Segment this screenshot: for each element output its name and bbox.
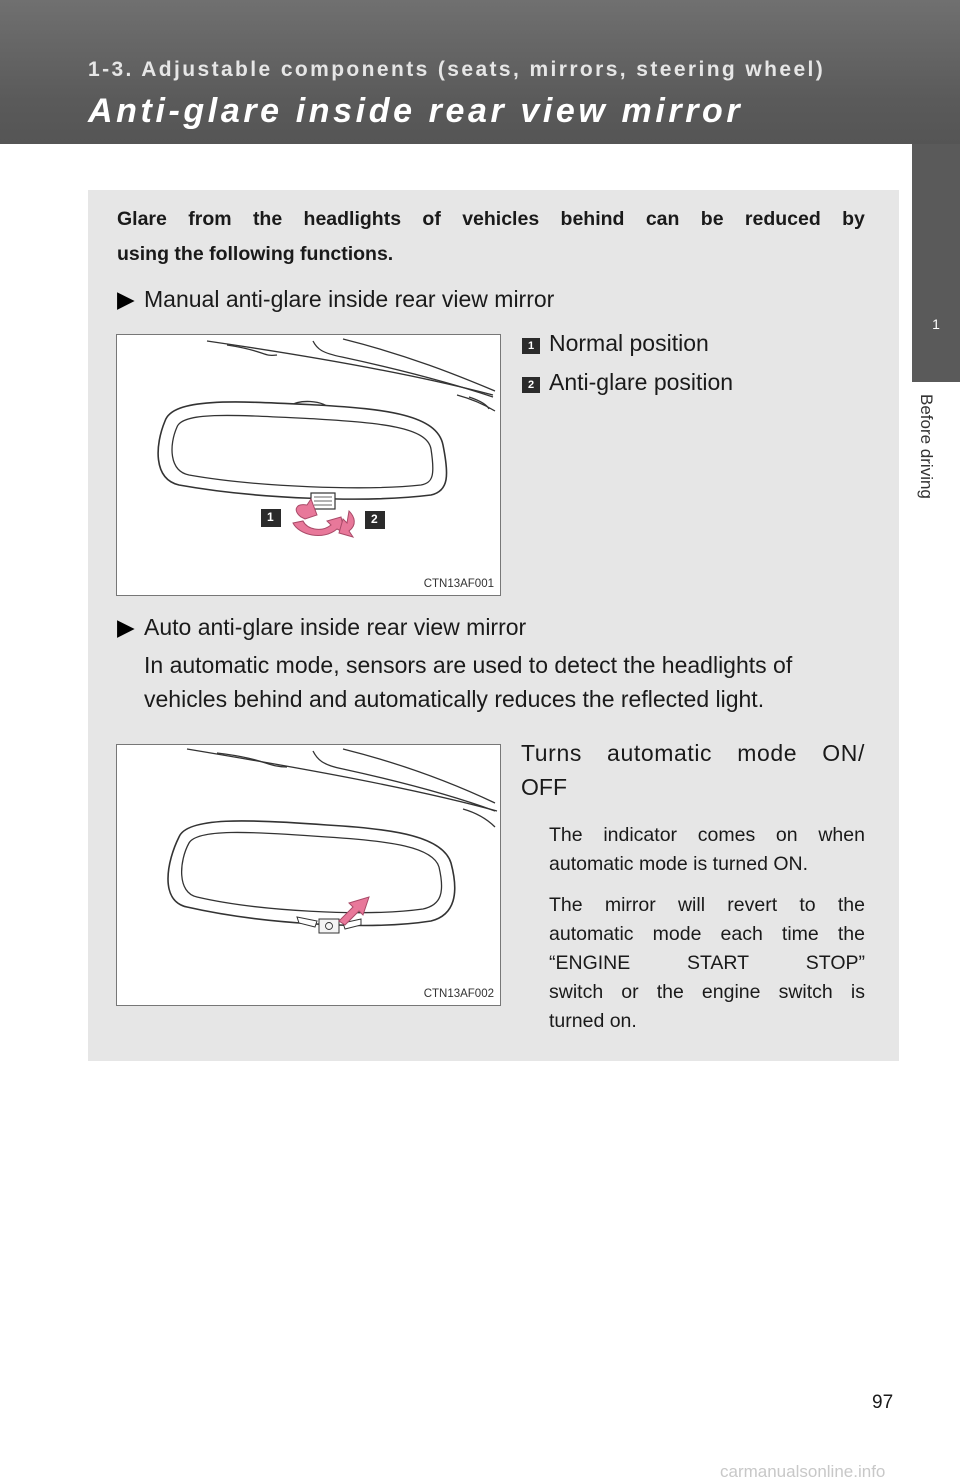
bullet-arrow-icon: ▶ — [117, 286, 135, 312]
figure-code: CTN13AF001 — [423, 578, 494, 590]
note-word: revert — [727, 894, 778, 916]
note-word: the — [656, 981, 684, 1003]
note-word: or — [621, 981, 639, 1003]
note1-line-1 — [549, 821, 865, 850]
auto-note-revert — [549, 891, 865, 1036]
note-word: STOP” — [805, 952, 865, 974]
auto-description — [144, 648, 869, 716]
legend-label-1: Normal position — [549, 330, 709, 356]
auto-description-line-1: In automatic mode, sensors are used to detect the headlights of — [144, 652, 793, 678]
intro-word: be — [700, 208, 724, 230]
note1-line-2: automatic mode is turned ON. — [549, 853, 809, 875]
intro-word: reduced — [744, 208, 821, 230]
note-word: automatic — [549, 923, 634, 945]
intro-word: vehicles — [462, 208, 540, 230]
auto-note-indicator — [549, 821, 865, 879]
intro-word: behind — [560, 208, 625, 230]
section-label: 1-3. Adjustable components (seats, mirrors, steering wheel) — [88, 58, 826, 81]
control-word: Turns — [521, 740, 582, 766]
manual-mirror-figure — [116, 334, 501, 596]
auto-heading — [117, 614, 526, 641]
note-word: “ENGINE — [549, 952, 631, 974]
bullet-arrow-icon: ▶ — [117, 614, 135, 640]
auto-description-line-2: vehicles behind and automatically reduces the reflected light. — [144, 686, 765, 712]
note-word: comes — [697, 824, 756, 846]
figure-badge-2: 2 — [371, 512, 378, 526]
intro-line-1 — [117, 202, 865, 237]
intro-word: Glare — [117, 208, 167, 230]
note-word: The — [549, 824, 583, 846]
auto-mirror-illustration — [117, 745, 500, 1005]
chapter-tab-number: 1 — [932, 316, 940, 332]
note2-line-3 — [549, 949, 865, 978]
note-word: the — [837, 923, 865, 945]
note-word: the — [837, 894, 865, 916]
note-word: switch — [549, 981, 604, 1003]
chapter-tab — [912, 144, 960, 382]
intro-text — [117, 202, 865, 272]
intro-word: by — [842, 208, 865, 230]
page-title: Anti-glare inside rear view mirror — [88, 92, 744, 130]
note-word: START — [686, 952, 750, 974]
note-word: engine — [701, 981, 761, 1003]
note-word: on — [775, 824, 798, 846]
note-word: mirror — [604, 894, 656, 916]
note-word: each — [720, 923, 763, 945]
legend-badge-2: 2 — [522, 377, 540, 393]
page-number: 97 — [872, 1392, 894, 1413]
manual-heading-text: Manual anti-glare inside rear view mirror — [144, 286, 555, 312]
note-word: is — [850, 981, 865, 1003]
note2-line-2 — [549, 920, 865, 949]
intro-word: the — [252, 208, 283, 230]
legend-anti-glare-position — [522, 369, 733, 396]
legend-badge-1: 1 — [522, 338, 540, 354]
note-word: The — [549, 894, 583, 916]
note-word: will — [677, 894, 706, 916]
figure-badge-1: 1 — [267, 510, 274, 524]
note-word: to — [799, 894, 816, 916]
intro-word: from — [188, 208, 232, 230]
intro-word: can — [645, 208, 680, 230]
auto-heading-text: Auto anti-glare inside rear view mirror — [144, 614, 527, 640]
watermark: carmanualsonline.info — [720, 1462, 886, 1481]
note2-line-1 — [549, 891, 865, 920]
manual-mirror-illustration — [117, 335, 500, 595]
control-word: automatic — [607, 740, 713, 766]
control-line-2: OFF — [521, 774, 567, 800]
auto-control-description — [521, 736, 865, 804]
note2-line-4 — [549, 978, 865, 1007]
control-word: mode — [737, 740, 798, 766]
auto-mirror-figure — [116, 744, 501, 1006]
chapter-tab-label: Before driving — [917, 394, 936, 499]
intro-line-2: using the following functions. — [117, 243, 394, 265]
figure-code: CTN13AF002 — [423, 988, 494, 1000]
note-word: indicator — [603, 824, 678, 846]
control-line-1 — [521, 736, 865, 770]
intro-word: headlights — [303, 208, 402, 230]
intro-word: of — [422, 208, 441, 230]
note-word: when — [818, 824, 865, 846]
control-word: ON/ — [822, 740, 865, 766]
manual-heading — [117, 286, 554, 313]
note2-line-5: turned on. — [549, 1010, 637, 1032]
legend-normal-position — [522, 330, 709, 357]
legend-label-2: Anti-glare position — [549, 369, 734, 395]
note-word: mode — [652, 923, 702, 945]
note-word: time — [781, 923, 819, 945]
note-word: switch — [778, 981, 833, 1003]
